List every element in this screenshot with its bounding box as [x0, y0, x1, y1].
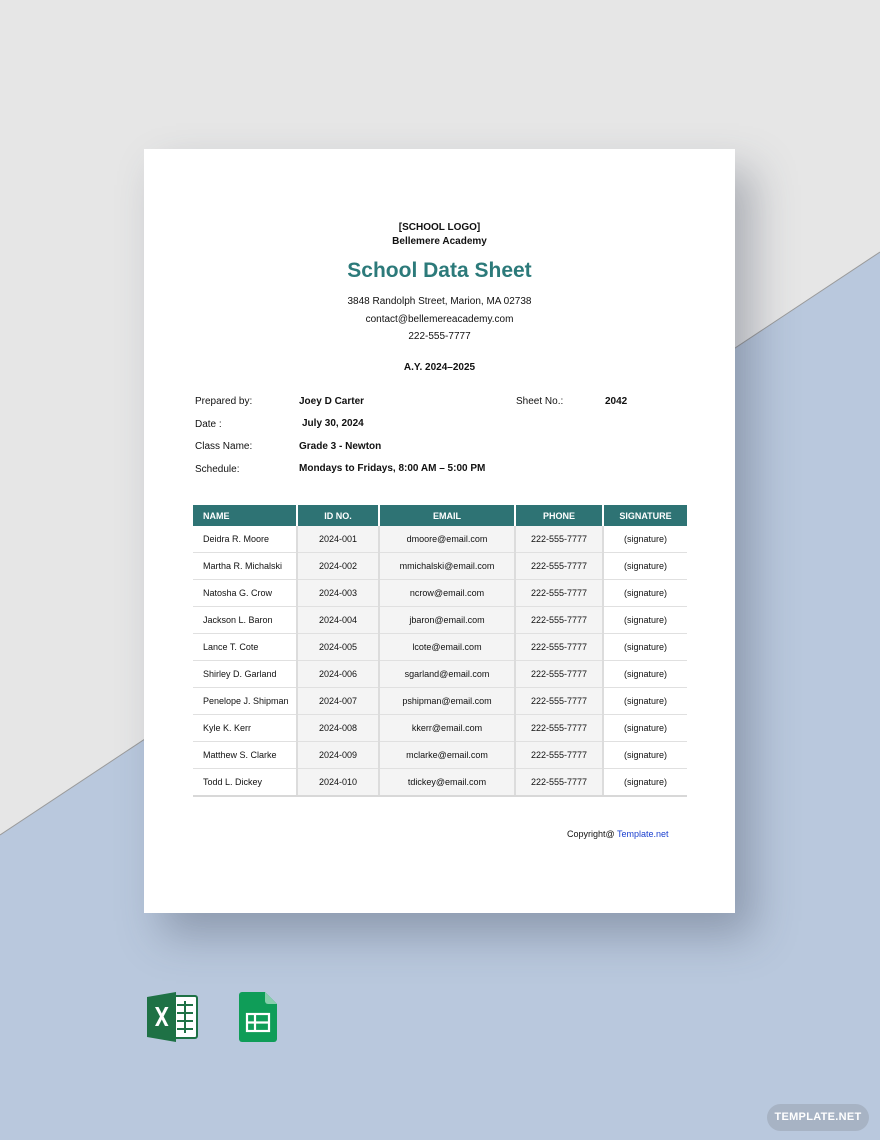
cell-id: 2024-008 — [297, 715, 379, 742]
cell-signature: (signature) — [603, 634, 687, 661]
page-title: School Data Sheet — [347, 259, 532, 282]
copyright-prefix: Copyright@ — [567, 829, 617, 839]
cell-signature: (signature) — [603, 769, 687, 797]
column-header-email: EMAIL — [379, 505, 515, 526]
column-header-name: NAME — [193, 505, 297, 526]
cell-phone: 222-555-7777 — [515, 661, 603, 688]
document-page — [144, 149, 735, 913]
class-name-label: Class Name: — [195, 441, 253, 452]
cell-signature: (signature) — [603, 553, 687, 580]
prepared-by-value: Joey D Carter — [299, 396, 365, 407]
cell-email: pshipman@email.com — [379, 688, 515, 715]
cell-signature: (signature) — [603, 526, 687, 553]
table-row — [193, 607, 687, 634]
column-header-signature: SIGNATURE — [603, 505, 687, 526]
table-row — [193, 634, 687, 661]
copyright-notice — [567, 829, 669, 839]
cell-phone: 222-555-7777 — [515, 688, 603, 715]
sheet-no-value: 2042 — [605, 396, 628, 407]
google-sheets-icon — [239, 992, 277, 1042]
template-net-badge: TEMPLATE.NET — [767, 1104, 869, 1131]
cell-id: 2024-007 — [297, 688, 379, 715]
table-row — [193, 661, 687, 688]
cell-phone: 222-555-7777 — [515, 553, 603, 580]
table-row — [193, 742, 687, 769]
cell-id: 2024-002 — [297, 553, 379, 580]
school-logo-placeholder: [SCHOOL LOGO] — [398, 222, 481, 233]
cell-email: jbaron@email.com — [379, 607, 515, 634]
cell-name: Natosha G. Crow — [193, 580, 297, 607]
column-header-phone: PHONE — [515, 505, 603, 526]
table-row — [193, 553, 687, 580]
schedule-value: Mondays to Fridays, 8:00 AM – 5:00 PM — [299, 463, 486, 474]
schedule-label: Schedule: — [195, 464, 240, 475]
cell-signature: (signature) — [603, 688, 687, 715]
cell-name: Matthew S. Clarke — [193, 742, 297, 769]
table-row — [193, 769, 687, 797]
cell-name: Deidra R. Moore — [193, 526, 297, 553]
table-header-row — [193, 505, 687, 526]
column-header-id: ID NO. — [297, 505, 379, 526]
cell-email: ncrow@email.com — [379, 580, 515, 607]
cell-email: kkerr@email.com — [379, 715, 515, 742]
cell-name: Shirley D. Garland — [193, 661, 297, 688]
cell-name: Lance T. Cote — [193, 634, 297, 661]
prepared-by-label: Prepared by: — [195, 396, 253, 407]
cell-email: dmoore@email.com — [379, 526, 515, 553]
academic-year: A.Y. 2024–2025 — [403, 362, 476, 373]
cell-email: mclarke@email.com — [379, 742, 515, 769]
cell-name: Todd L. Dickey — [193, 769, 297, 797]
cell-email: lcote@email.com — [379, 634, 515, 661]
school-address: 3848 Randolph Street, Marion, MA 02738 — [347, 296, 532, 307]
student-data-table — [193, 505, 687, 797]
excel-icon — [147, 992, 199, 1042]
cell-name: Martha R. Michalski — [193, 553, 297, 580]
table-row — [193, 688, 687, 715]
cell-id: 2024-003 — [297, 580, 379, 607]
cell-phone: 222-555-7777 — [515, 742, 603, 769]
cell-signature: (signature) — [603, 661, 687, 688]
date-value: July 30, 2024 — [302, 418, 364, 429]
cell-id: 2024-009 — [297, 742, 379, 769]
cell-phone: 222-555-7777 — [515, 607, 603, 634]
cell-name: Jackson L. Baron — [193, 607, 297, 634]
school-email: contact@bellemereacademy.com — [365, 314, 514, 325]
cell-signature: (signature) — [603, 742, 687, 769]
cell-phone: 222-555-7777 — [515, 526, 603, 553]
school-phone: 222-555-7777 — [408, 331, 471, 342]
sheet-no-label: Sheet No.: — [516, 396, 564, 407]
copyright-link[interactable]: Template.net — [617, 829, 669, 839]
cell-signature: (signature) — [603, 715, 687, 742]
cell-signature: (signature) — [603, 607, 687, 634]
cell-signature: (signature) — [603, 580, 687, 607]
date-label: Date : — [195, 419, 222, 430]
cell-phone: 222-555-7777 — [515, 580, 603, 607]
cell-id: 2024-001 — [297, 526, 379, 553]
table-row — [193, 580, 687, 607]
cell-id: 2024-005 — [297, 634, 379, 661]
cell-phone: 222-555-7777 — [515, 715, 603, 742]
cell-phone: 222-555-7777 — [515, 634, 603, 661]
cell-name: Penelope J. Shipman — [193, 688, 297, 715]
cell-phone: 222-555-7777 — [515, 769, 603, 797]
table-row — [193, 715, 687, 742]
school-name: Bellemere Academy — [392, 236, 487, 247]
cell-name: Kyle K. Kerr — [193, 715, 297, 742]
cell-id: 2024-004 — [297, 607, 379, 634]
class-name-value: Grade 3 - Newton — [299, 441, 382, 452]
cell-id: 2024-010 — [297, 769, 379, 797]
cell-email: tdickey@email.com — [379, 769, 515, 797]
cell-email: mmichalski@email.com — [379, 553, 515, 580]
cell-email: sgarland@email.com — [379, 661, 515, 688]
cell-id: 2024-006 — [297, 661, 379, 688]
table-row — [193, 526, 687, 553]
